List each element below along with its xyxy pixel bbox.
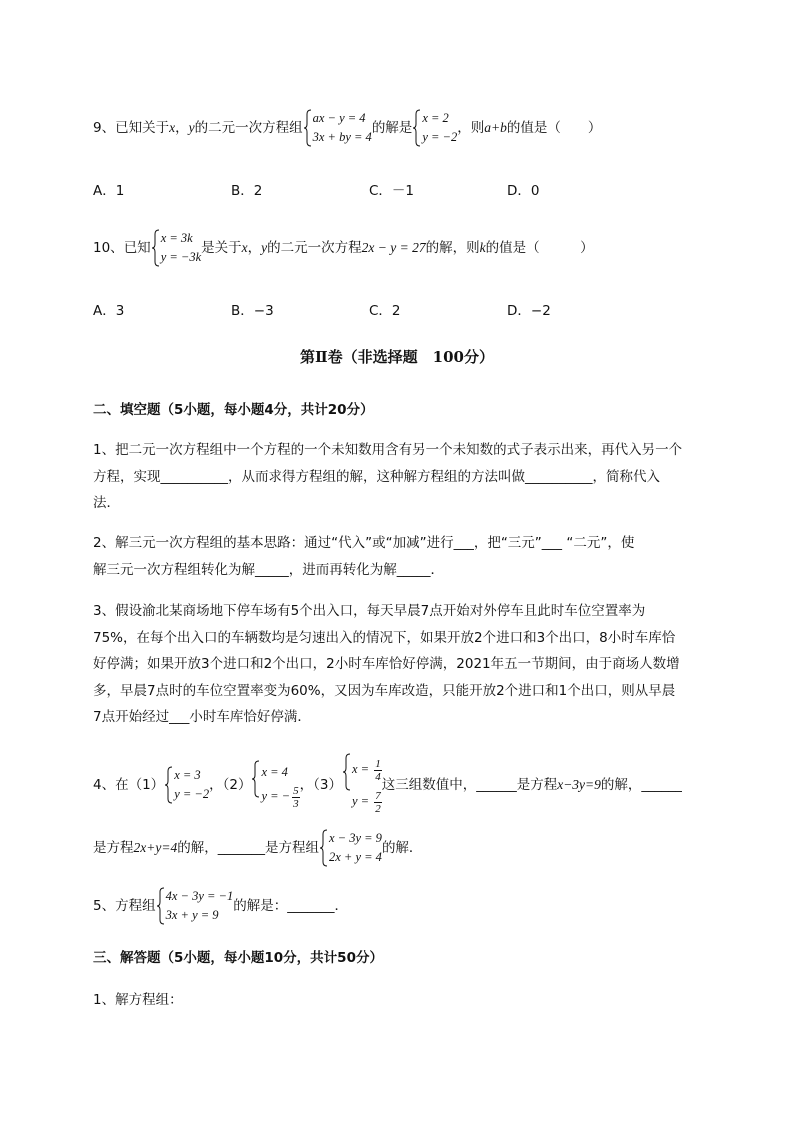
fraction: $\frac{1}{4}$ bbox=[375, 757, 381, 783]
q9-option-a[interactable]: A．1 bbox=[93, 183, 125, 199]
q4-system-4: x − 3y = 9 2x + y = 4 bbox=[319, 829, 382, 867]
brace-icon bbox=[319, 829, 329, 867]
fraction: $\frac{5}{3}$ bbox=[293, 784, 299, 810]
fill-q5: 5、方程组 4x − 3y = −1 3x + y = 9 的解是：_______． bbox=[93, 886, 348, 926]
brace-icon bbox=[303, 109, 313, 147]
solve-q1: 1、解方程组： bbox=[93, 992, 183, 1008]
q9-option-b[interactable]: B．2 bbox=[231, 183, 263, 199]
q10-line: 10、已知 x = 3k y = −3k 是关于x，y的二元一次方程2x − y = 27的解，则k的值是（ ） bbox=[93, 228, 594, 268]
q4-system-1: x = 3 y = −2 bbox=[164, 766, 209, 804]
q9-number: 9、 bbox=[93, 120, 116, 136]
brace-icon bbox=[156, 887, 166, 925]
q10-options bbox=[93, 299, 743, 319]
brace-icon bbox=[412, 109, 422, 147]
q9-option-d[interactable]: D．0 bbox=[507, 183, 540, 199]
q10-solution-system: x = 3k y = −3k bbox=[151, 229, 201, 267]
brace-icon bbox=[164, 766, 174, 804]
q10-option-b[interactable]: B．−3 bbox=[231, 303, 274, 319]
q4-system-3: x = $\frac{1}{4}$ y = $\frac{7}{2}$ bbox=[342, 753, 382, 817]
q9-solution-system: x = 2 y = −2 bbox=[412, 109, 457, 147]
q9-options bbox=[93, 179, 743, 199]
section2-heading: 二、填空题（5小题，每小题4分，共计20分） bbox=[93, 402, 374, 418]
fill-q1: 1、把二元一次方程组中一个方程的一个未知数用含有另一个未知数的式子表示出来，再代入另一个 方程，实现__________，从而求得方程组的解，这种解方程组的方法叫做__________，简称代入 法． bbox=[93, 442, 683, 511]
section3-heading: 三、解答题（5小题，每小题10分，共计50分） bbox=[93, 950, 383, 966]
q9-equation-system: ax − y = 4 3x + by = 4 bbox=[303, 109, 372, 147]
brace-icon bbox=[342, 753, 352, 791]
fill-q4-line2: 是方程2x+y=4的解，_______是方程组 x − 3y = 9 2x + y = 4 的解． bbox=[93, 828, 422, 868]
brace-icon bbox=[151, 229, 161, 267]
q10-option-c[interactable]: C．2 bbox=[369, 303, 401, 319]
fill-q4-line1: 4、在（1） x = 3 y = −2 ，（2） x = 4 y = − $\frac{5}{3}$ ，（3） x = $\frac{1}{4}$ y = $\frac{7}{2}$ 这三组数值中，______是方程x−3y=9的解，______ bbox=[93, 748, 682, 822]
q9-line: 9、已知关于x，y的二元一次方程组 ax − y = 4 3x + by = 4 的解是 x = 2 y = −2 ，则a+b的值是（ ） bbox=[93, 108, 601, 148]
q10-option-a[interactable]: A．3 bbox=[93, 303, 125, 319]
fraction: $\frac{7}{2}$ bbox=[375, 789, 381, 815]
q10-number: 10、 bbox=[93, 240, 124, 256]
q9-option-c[interactable]: C．－1 bbox=[369, 183, 415, 199]
q10-option-d[interactable]: D．−2 bbox=[507, 303, 551, 319]
fill-q2: 2、解三元一次方程组的基本思路：通过“代入”或“加减”进行___，把“三元”___ “二元”，使 解三元一次方程组转化为解_____，进而再转化为解_____． bbox=[93, 535, 635, 578]
part2-title: 第Ⅱ卷（非选择题 100分） bbox=[300, 348, 494, 366]
brace-icon bbox=[251, 760, 261, 798]
q5-system: 4x − 3y = −1 3x + y = 9 bbox=[156, 887, 234, 925]
fill-q3: 3、假设渝北某商场地下停车场有5个出入口，每天早晨7点开始对外停车且此时车位空置率为 75%，在每个出入口的车辆数均是匀速出入的情况下，如果开放2个进口和3个出口，8小时车库恰 好停满；如果开放3个进口和2个出口，2小时车库恰好停满，2021年五一节期间，由于商场人数增 多，早晨7点时的车位空置率变为60%，又因为车库改造，只能开放2个进口和1个出口，则从早晨 7点开始经过___小时车库恰好停满． bbox=[93, 603, 680, 725]
q4-system-2: x = 4 y = − $\frac{5}{3}$ bbox=[251, 760, 299, 810]
